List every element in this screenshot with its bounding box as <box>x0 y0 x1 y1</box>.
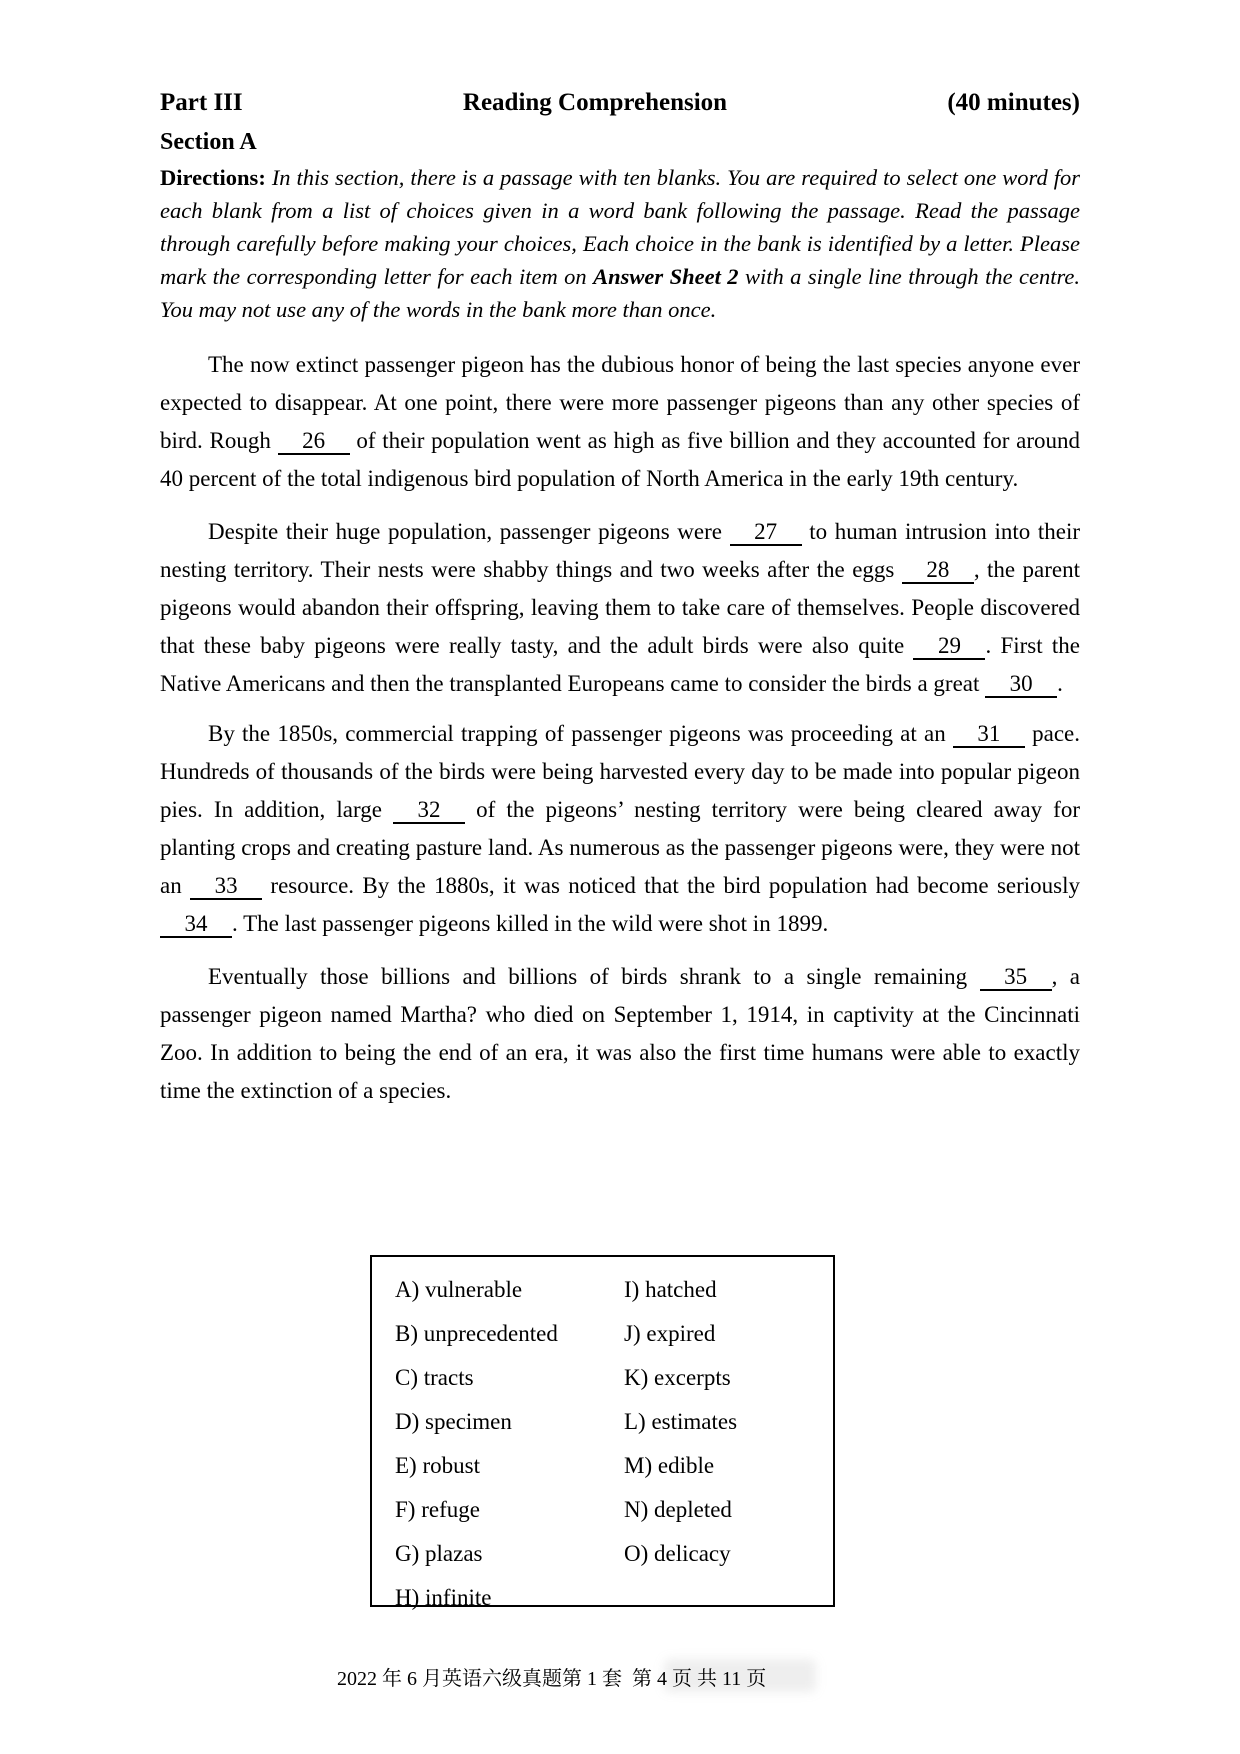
option-letter: M) <box>624 1453 653 1478</box>
option-word: hatched <box>645 1277 717 1302</box>
paragraph-text: Eventually those billions and billions of birds shrank to a single remaining <box>208 964 968 989</box>
option-letter: N) <box>624 1497 649 1522</box>
option-word: refuge <box>421 1497 480 1522</box>
blank-32: 32 <box>393 797 465 824</box>
option-letter: K) <box>624 1365 649 1390</box>
paragraph-text: . <box>1057 671 1063 696</box>
directions-text: with a single line through the centre. You may not use any of the words in the bank more than once. <box>160 264 1081 322</box>
option-letter: L) <box>624 1409 646 1434</box>
directions-text: In this section, there is a passage with ten blanks. You are required to select one word for each blank from a list of choices given in a word bank following the passage. Read the passage through carefully before making your choices, Each choice in the bank is identified by a letter. Please mark the corresponding letter for each item on <box>160 165 1080 289</box>
word-bank-option-i <box>624 1268 737 1312</box>
blank-35: 35 <box>980 964 1052 991</box>
paragraph-text: to human intrusion into their nesting territory. Their nests were shabby things and two weeks after the eggs <box>160 519 1081 582</box>
option-word: depleted <box>654 1497 732 1522</box>
paragraph-text: . First the Native Americans and then the transplanted Europeans came to consider the birds a great <box>160 633 1081 696</box>
option-word: infinite <box>425 1585 492 1610</box>
option-letter: I) <box>624 1277 640 1302</box>
paragraph-text: Despite their huge population, passenger pigeons were <box>208 519 722 544</box>
word-bank-option-a <box>395 1268 558 1312</box>
section-label: Section A <box>160 129 257 155</box>
option-letter: A) <box>395 1277 420 1302</box>
option-word: unprecedented <box>423 1321 558 1346</box>
page-content <box>160 86 1080 1110</box>
passage-paragraph-1 <box>160 346 1080 498</box>
passage-paragraph-4 <box>160 958 1080 1110</box>
option-letter: J) <box>624 1321 641 1346</box>
paragraph-text: By the 1850s, commercial trapping of passenger pigeons was proceeding at an <box>208 721 946 746</box>
time-limit: (40 minutes) <box>947 89 1080 116</box>
blank-34: 34 <box>160 911 232 938</box>
directions-paragraph <box>160 161 1080 326</box>
word-bank-option-f <box>395 1488 558 1532</box>
blank-30: 30 <box>985 671 1057 698</box>
answer-sheet-reference: Answer Sheet 2 <box>593 264 739 289</box>
paragraph-text: , the parent pigeons would abandon their offspring, leaving them to take care of themselves. People discovered that these baby pigeons were really tasty, and the adult birds were also quite <box>160 557 1081 658</box>
option-letter: G) <box>395 1541 420 1566</box>
option-letter: B) <box>395 1321 418 1346</box>
word-bank-option-c <box>395 1356 558 1400</box>
option-letter: H) <box>395 1585 420 1610</box>
option-word: expired <box>646 1321 716 1346</box>
blank-28: 28 <box>902 557 974 584</box>
option-letter: C) <box>395 1365 418 1390</box>
paragraph-text: resource. By the 1880s, it was noticed that the bird population had become seriously <box>270 873 1081 898</box>
page-footer: 2022 年 6 月英语六级真题第 1 套 第 4 页 共 11 页 <box>337 1668 767 1690</box>
word-bank-option-m <box>624 1444 737 1488</box>
blank-33: 33 <box>190 873 262 900</box>
option-word: estimates <box>651 1409 738 1434</box>
blank-29: 29 <box>913 633 985 660</box>
blank-31: 31 <box>953 721 1025 748</box>
word-bank-right-column <box>624 1268 737 1576</box>
word-bank-option-g <box>395 1532 558 1576</box>
option-letter: E) <box>395 1453 417 1478</box>
word-bank-option-d <box>395 1400 558 1444</box>
paragraph-text: of their population went as high as five billion and they accounted for around 40 percent of the total indigenous bird population of North America in the early 19th century. <box>160 428 1081 491</box>
option-word: specimen <box>425 1409 512 1434</box>
paragraph-text: The now extinct passenger pigeon has the dubious honor of being the last species anyone ever expected to disappear. At one point, there were more passenger pigeons than any other species of bird. Rough <box>160 352 1080 453</box>
part-label: Part III <box>160 89 243 116</box>
option-letter: D) <box>395 1409 420 1434</box>
passage-paragraph-3 <box>160 715 1080 943</box>
option-word: vulnerable <box>425 1277 523 1302</box>
option-word: plazas <box>425 1541 483 1566</box>
page-title: Reading Comprehension <box>462 89 728 116</box>
part-header <box>160 86 1080 120</box>
word-bank-option-h <box>395 1576 558 1620</box>
blank-27: 27 <box>730 519 802 546</box>
word-bank-left-column <box>395 1268 558 1620</box>
directions-label: Directions: <box>160 165 266 190</box>
option-word: robust <box>422 1453 480 1478</box>
word-bank-option-o <box>624 1532 737 1576</box>
option-word: tracts <box>423 1365 474 1390</box>
option-word: edible <box>657 1453 715 1478</box>
word-bank-option-b <box>395 1312 558 1356</box>
paragraph-text: , a passenger pigeon named Martha? who died on September 1, 1914, in captivity at the Cincinnati Zoo. In addition to being the end of an era, it was also the first time humans were able to exactly time the extinction of a species. <box>160 964 1080 1103</box>
option-letter: F) <box>395 1497 416 1522</box>
passage-paragraph-2 <box>160 513 1080 703</box>
option-word: delicacy <box>654 1541 731 1566</box>
word-bank-option-n <box>624 1488 737 1532</box>
word-bank-option-l <box>624 1400 737 1444</box>
option-letter: O) <box>624 1541 649 1566</box>
word-bank-option-e <box>395 1444 558 1488</box>
word-bank-box <box>370 1255 835 1610</box>
blank-26: 26 <box>278 428 350 455</box>
word-bank-option-k <box>624 1356 737 1400</box>
paragraph-text: pace. Hundreds of thousands of the birds were being harvested every day to be made into popular pigeon pies. In addition, large <box>160 721 1080 822</box>
paragraph-text: of the pigeons’ nesting territory were being cleared away for planting crops and creating pasture land. As numerous as the passenger pigeons were, they were not an <box>160 797 1081 898</box>
word-bank-option-j <box>624 1312 737 1356</box>
paragraph-text: . The last passenger pigeons killed in the wild were shot in 1899. <box>232 911 829 936</box>
option-word: excerpts <box>654 1365 731 1390</box>
